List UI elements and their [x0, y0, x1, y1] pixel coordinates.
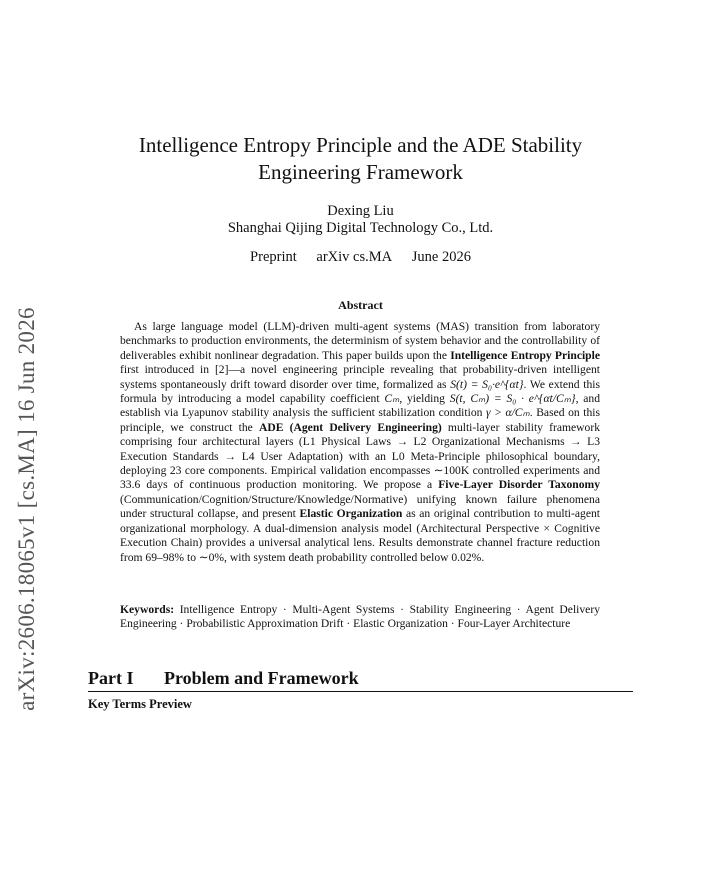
arxiv-identifier: arXiv:2606.18065v1 [cs.MA] 16 Jun 2026 — [14, 307, 39, 711]
title-line-2: Engineering Framework — [258, 160, 463, 184]
abstract-heading: Abstract — [338, 298, 383, 312]
section-subheading: Key Terms Preview — [88, 697, 192, 711]
author-affiliation: Shanghai Qijing Digital Technology Co., Ltd. — [227, 220, 494, 236]
part-title: Problem and Framework — [164, 668, 359, 688]
meta-category: arXiv cs.MA — [316, 249, 393, 265]
meta-preprint: Preprint — [250, 249, 297, 265]
formula-entropy: S(t) = S₀·e^{αt} — [450, 377, 524, 391]
title-line-1: Intelligence Entropy Principle and the ADE Stability — [138, 133, 583, 157]
paper-title — [88, 132, 633, 186]
part-heading — [88, 668, 633, 689]
arxiv-sidebar-stamp — [14, 294, 40, 724]
abstract-body: As large language model (LLM)-driven multi-agent systems (MAS) transition from laboratory benchmarks to production environments, the determinism of system behavior and the controllability of deliverables exhibit nonlinear degradation. This paper builds upon the Intelligence Entropy Principle first introduced in [2]—a novel engineering principle revealing that probability-driven intelligent systems spontaneously drift toward disorder over time, formalized as S(t) = S₀·e^{αt}. We extend this formula by introducing a model capability coefficient Cₘ, yielding S(t, Cₘ) = S₀ · e^{αt/Cₘ}, and establish via Lyapunov stability analysis the sufficient stabilization condition γ > α/Cₘ. Based on this principle, we construct the ADE (Agent Delivery Engineering) multi-layer stability framework comprising four architectural layers (L1 Physical Laws → L2 Organizational Mechanisms → L3 Execution Standards → L4 User Adaptation) with an L0 Meta-Principle philosophical boundary, deploying 23 core components. Empirical validation encompasses ∼100K controlled experiments and 33.6 days of continuous production monitoring. We propose a Five-Layer Disorder Taxonomy (Communication/Cognition/Structure/Knowledge/Normative) unifying known failure phenomena under structural collapse, and present Elastic Organization as an original contribution to multi-agent organizational morphology. A dual-dimension analysis model (Architectural Perspective × Cognitive Execution Chain) provides a universal analytical lens. Results demonstrate channel fracture reduction from 69–98% to ∼0%, with system death probability controlled below 0.02%. — [120, 320, 601, 564]
formula-capability: Cₘ — [384, 392, 400, 406]
meta-date: June 2026 — [411, 249, 471, 265]
formula-condition: γ > α/Cₘ — [485, 406, 530, 420]
keywords — [120, 603, 600, 632]
keywords-label: Keywords: — [120, 603, 175, 616]
author-name: Dexing Liu — [327, 203, 394, 219]
part-divider — [88, 691, 633, 692]
part-number: Part I — [88, 668, 134, 688]
formula-extended: S(t, Cₘ) = S₀ · e^{αt/Cₘ} — [449, 392, 576, 406]
publication-meta — [88, 249, 633, 266]
keywords-list: Intelligence Entropy · Multi-Agent Systems · Stability Engineering · Agent Delivery Engineering · Probabilistic Approximation Drift · Elastic Organization · Four-Layer Architecture — [120, 603, 600, 631]
